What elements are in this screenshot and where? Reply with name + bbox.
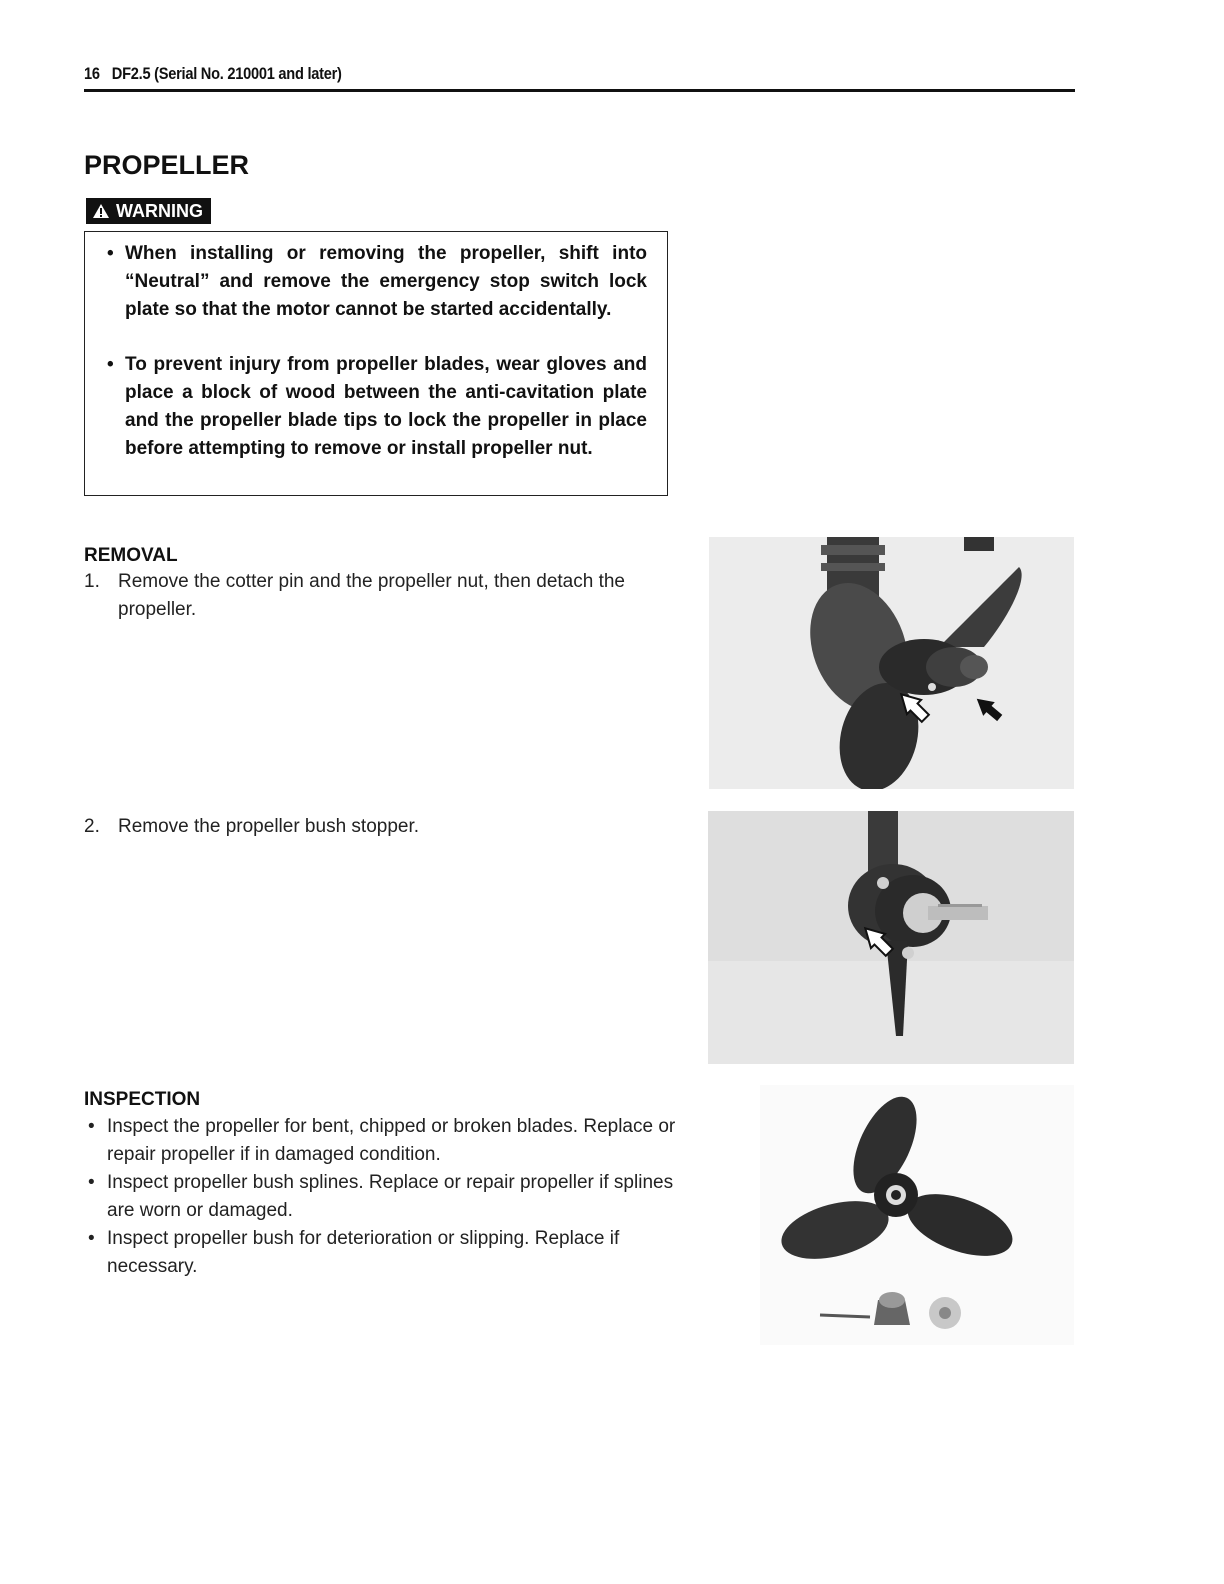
header-rule xyxy=(84,89,1075,92)
inspection-item xyxy=(84,1225,684,1281)
step-text: Remove the cotter pin and the propeller nut, then detach the propeller. xyxy=(118,571,625,620)
photo-bush-stopper xyxy=(708,811,1074,1064)
inspection-list xyxy=(84,1113,684,1281)
warning-item-text: When installing or removing the propeller, shift into “Neutral” and remove the emergency stop switch lock plate so that the motor cannot be started accidentally. xyxy=(125,243,647,320)
step-text: Remove the propeller bush stopper. xyxy=(118,816,420,837)
inspection-item xyxy=(84,1113,684,1169)
removal-heading: REMOVAL xyxy=(84,545,178,566)
inspection-heading: INSPECTION xyxy=(84,1089,201,1110)
step-number: 1. xyxy=(84,571,100,592)
page-number: 16 xyxy=(84,64,100,83)
inspection-item-text: Inspect propeller bush splines. Replace or repair propeller if splines are worn or damaged. xyxy=(107,1172,674,1221)
photo-propeller-removal xyxy=(709,537,1074,789)
warning-bullet: • xyxy=(107,354,114,375)
inspection-item-text: Inspect propeller bush for deterioration or slipping. Replace if necessary. xyxy=(107,1228,620,1277)
header-model: DF2.5 (Serial No. 210001 and later) xyxy=(111,64,342,83)
bullet: • xyxy=(88,1228,95,1249)
warning-triangle-icon xyxy=(92,203,110,219)
bullet: • xyxy=(88,1172,95,1193)
warning-bullet: • xyxy=(107,243,114,264)
bullet: • xyxy=(88,1116,95,1137)
warning-label xyxy=(86,198,211,224)
removal-step-1 xyxy=(84,568,684,624)
warning-item xyxy=(107,240,647,324)
step-number: 2. xyxy=(84,816,100,837)
page-title: PROPELLER xyxy=(84,150,250,180)
inspection-item xyxy=(84,1169,684,1225)
warning-item-text: To prevent injury from propeller blades, wear gloves and place a block of wood between the anti-cavitation plate and the propeller blade tips to lock the propeller in place before attempting to remove or install propeller nut. xyxy=(125,354,647,459)
warning-item xyxy=(107,351,647,463)
removal-step-2 xyxy=(84,813,684,841)
inspection-item-text: Inspect the propeller for bent, chipped or broken blades. Replace or repair propeller if in damaged condition. xyxy=(107,1116,676,1165)
warning-label-text: WARNING xyxy=(116,200,203,221)
warning-box xyxy=(84,231,668,496)
photo-propeller-parts xyxy=(760,1085,1074,1345)
page-header xyxy=(84,64,935,84)
